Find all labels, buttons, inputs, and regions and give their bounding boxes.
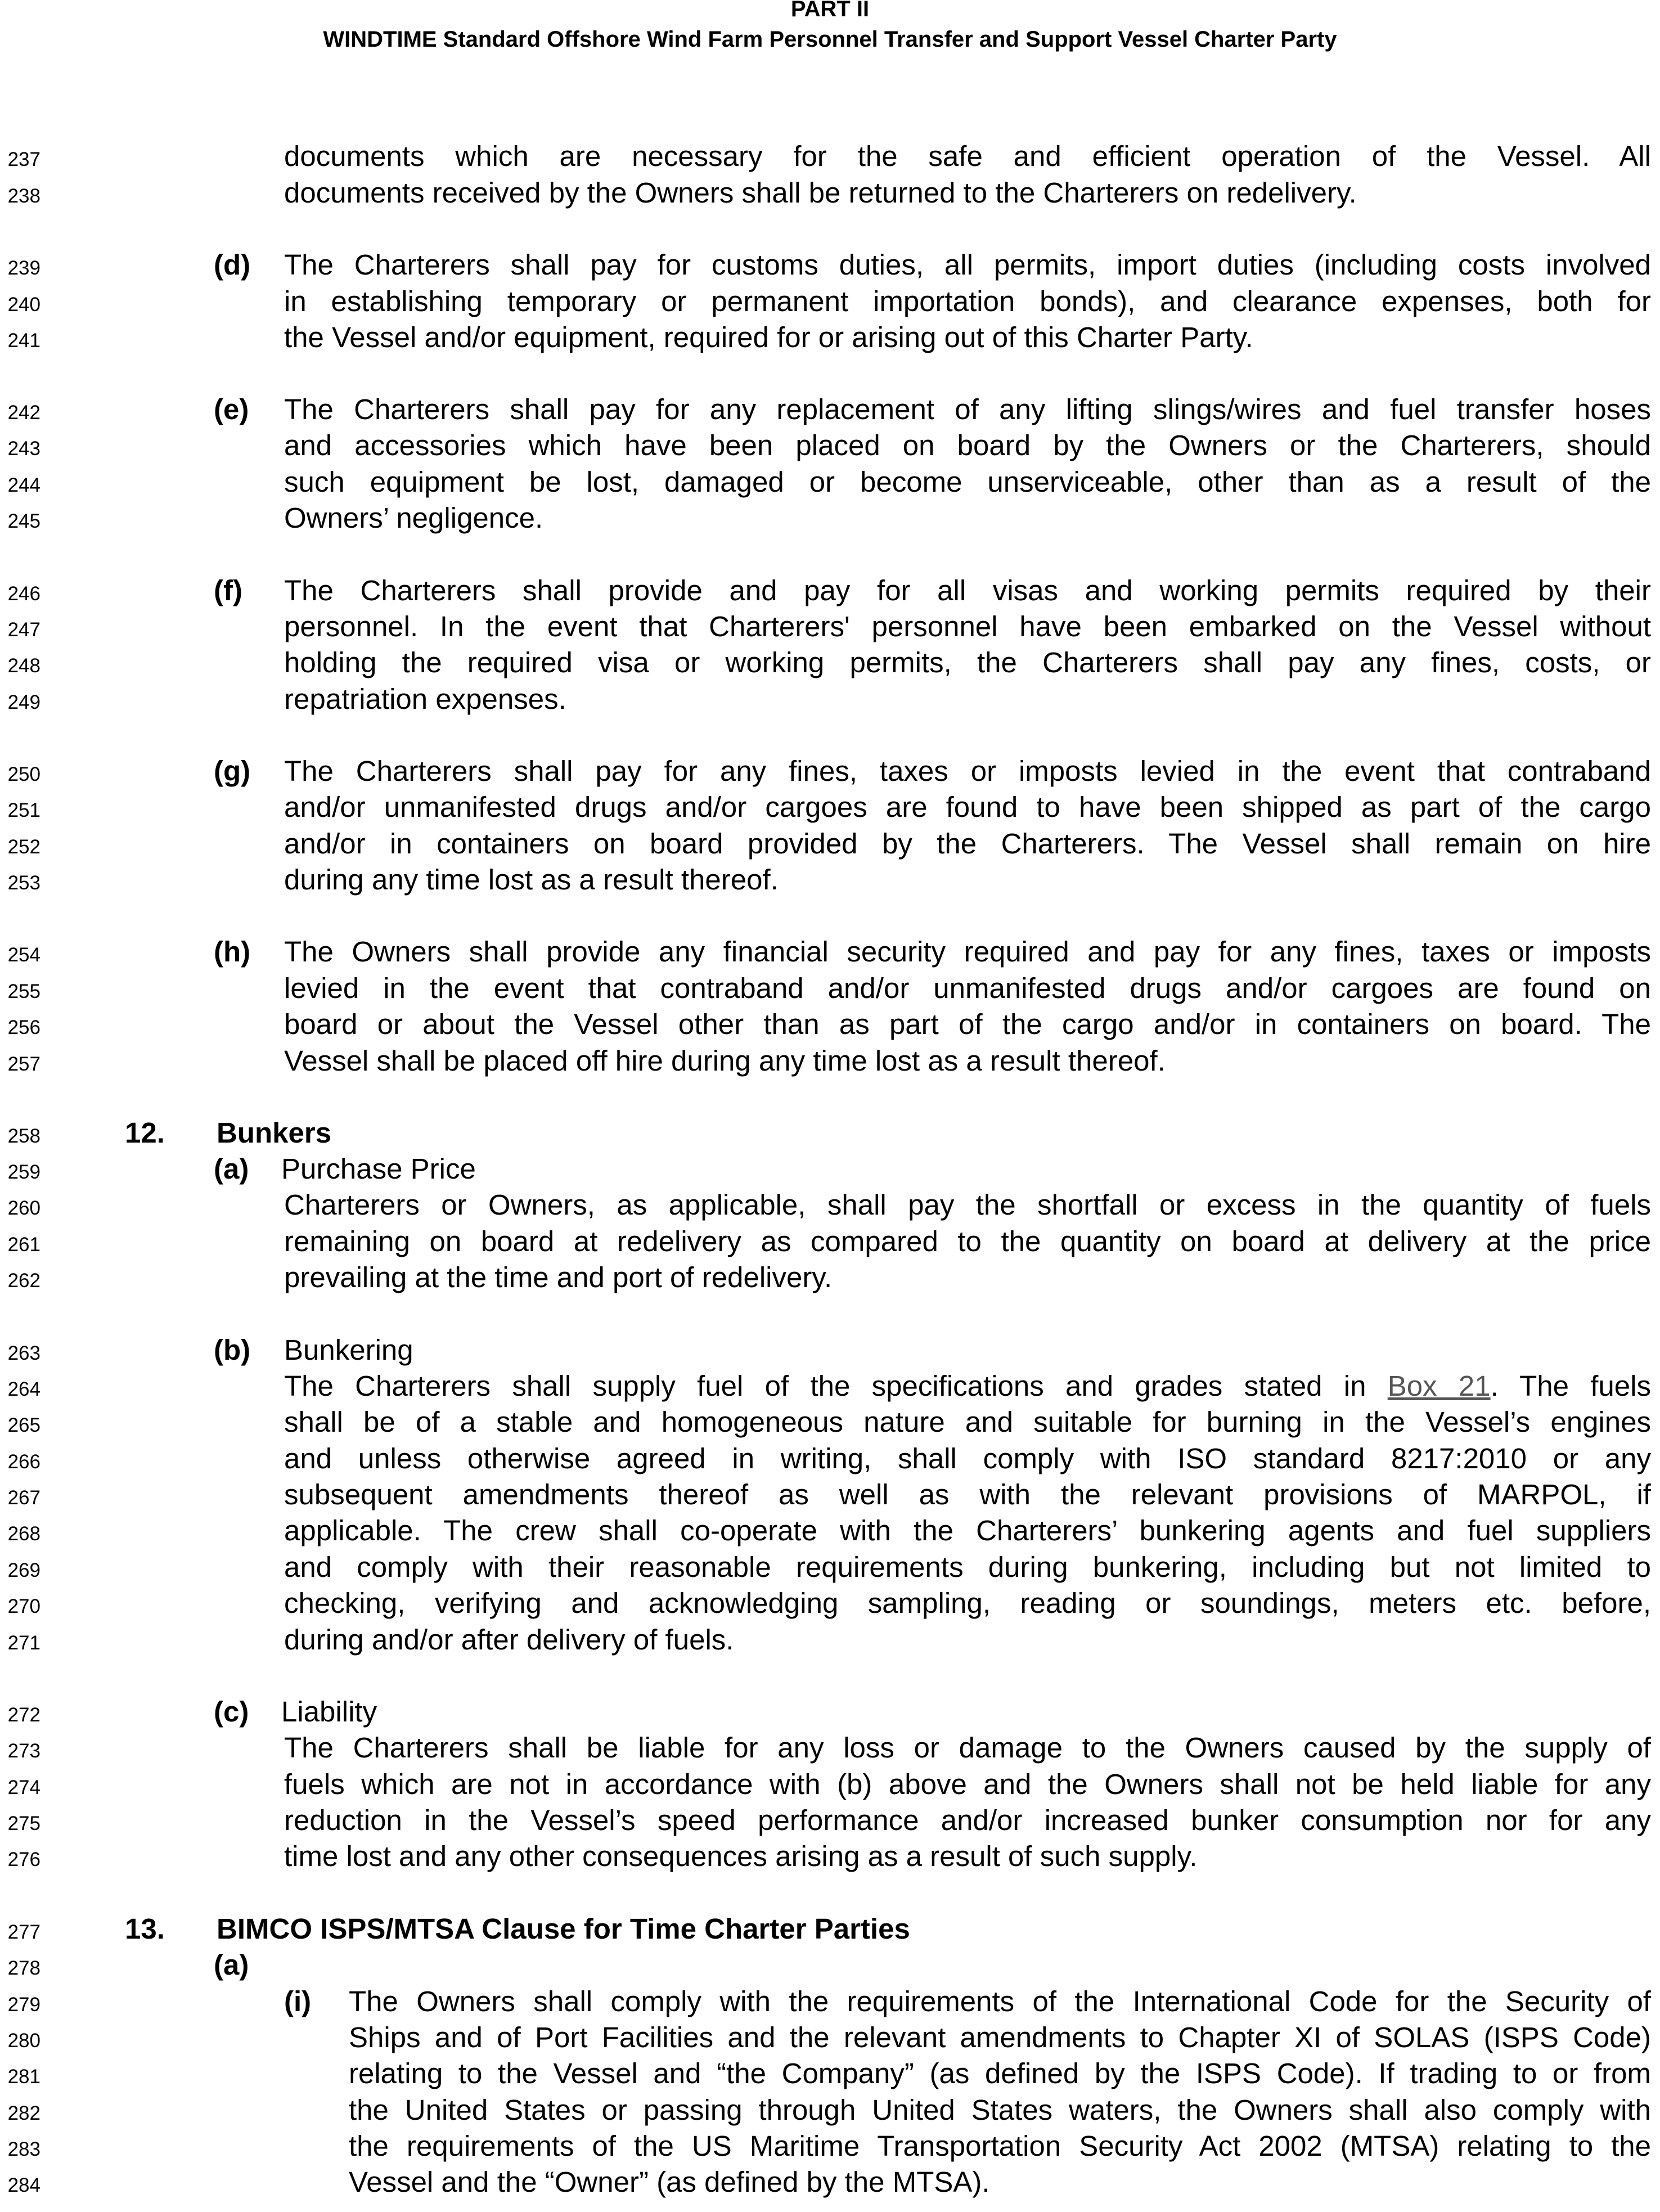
line-number: 279: [7, 1994, 41, 2016]
clause-text: the United States or passing through United States waters, the Owners shall also comply with: [349, 2094, 1651, 2126]
line-number: 272: [7, 1704, 41, 1726]
document-line: [0, 1695, 1660, 1732]
clause-label: (g): [214, 755, 251, 787]
clause-text: such equipment be lost, damaged or become unserviceable, other than as a result of the: [284, 466, 1651, 498]
document-line: [0, 1044, 1660, 1081]
clause-text: and unless otherwise agreed in writing, shall comply with ISO standard 8217:2010 or any: [284, 1442, 1651, 1474]
clause-text: fuels which are not in accordance with (b) above and the Owners shall not be held liable for any: [284, 1768, 1651, 1800]
line-number: 263: [7, 1342, 41, 1364]
document-line: [0, 1948, 1660, 1985]
clause-text: Liability: [281, 1696, 377, 1728]
document-line: [0, 1405, 1660, 1442]
clause-text: and/or unmanifested drugs and/or cargoes are found to have been shipped as part of the cargo: [284, 791, 1651, 823]
clause-text: and accessories which have been placed on board by the Owners or the Charterers, should: [284, 429, 1651, 461]
clause-text: checking, verifying and acknowledging sampling, reading or soundings, meters etc. before,: [284, 1587, 1651, 1619]
document-line: [0, 935, 1660, 972]
line-number: 244: [7, 474, 41, 496]
document-line: [0, 1333, 1660, 1370]
clause-text: remaining on board at redelivery as compared to the quantity on board at delivery at the price: [284, 1225, 1651, 1257]
line-number: 245: [7, 510, 41, 532]
line-number: 254: [7, 944, 41, 966]
line-number: 274: [7, 1777, 41, 1799]
clause-label: (e): [214, 393, 249, 425]
clause-text: shall be of a stable and homogeneous nature and suitable for burning in the Vessel’s engines: [284, 1406, 1651, 1438]
document-line: [0, 1261, 1660, 1297]
clause-text: prevailing at the time and port of redelivery.: [284, 1261, 833, 1293]
clause-text: Vessel and the “Owner” (as defined by the MTSA).: [349, 2166, 990, 2198]
document-line: [0, 248, 1660, 285]
line-number: 262: [7, 1270, 41, 1292]
document-line: [0, 1442, 1660, 1478]
document-line: [0, 285, 1660, 321]
line-number: 284: [7, 2174, 41, 2196]
clause-label: (i): [284, 1985, 312, 2017]
document-line: [0, 972, 1660, 1008]
clause-text: subsequent amendments thereof as well as with the relevant provisions of MARPOL, if: [284, 1478, 1651, 1510]
document-line: [0, 1840, 1660, 1876]
document-line: [0, 827, 1660, 864]
line-number: 243: [7, 438, 41, 460]
line-number: 281: [7, 2066, 41, 2088]
clause-text: the Vessel and/or equipment, required for or arising out of this Charter Party.: [284, 321, 1253, 353]
line-number: 249: [7, 691, 41, 713]
line-number: 280: [7, 2030, 41, 2052]
document-line: [0, 1550, 1660, 1587]
line-number: 283: [7, 2138, 41, 2160]
line-number: 278: [7, 1957, 41, 1979]
clause-text: documents received by the Owners shall be returned to the Charterers on redelivery.: [284, 177, 1357, 209]
line-number: 282: [7, 2102, 41, 2124]
document-line: [0, 1369, 1660, 1406]
document-line: [0, 429, 1660, 465]
line-number: 253: [7, 872, 41, 894]
clause-text: personnel. In the event that Charterers' personnel have been embarked on the Vessel without: [284, 610, 1651, 642]
clause-text: during any time lost as a result thereof.: [284, 864, 779, 896]
document-line: [0, 2129, 1660, 2166]
document-line: [0, 140, 1660, 176]
clause-text: reduction in the Vessel’s speed performance and/or increased bunker consumption nor for any: [284, 1804, 1651, 1836]
line-number: 257: [7, 1053, 41, 1075]
document-line: [0, 610, 1660, 646]
clause-text: The Charterers shall supply fuel of the specifications and grades stated in Box 21. The fuels: [284, 1370, 1651, 1402]
document-line: [0, 1985, 1660, 2021]
clause-text: time lost and any other consequences arising as a result of such supply.: [284, 1840, 1198, 1872]
document-line: [0, 2093, 1660, 2130]
clause-text: levied in the event that contraband and/or unmanifested drugs and/or cargoes are found on: [284, 972, 1651, 1004]
document-line: [0, 321, 1660, 357]
document-line: [0, 1731, 1660, 1768]
clause-text: documents which are necessary for the safe and efficient operation of the Vessel. All: [284, 140, 1651, 172]
line-number: 246: [7, 583, 41, 605]
line-number: 267: [7, 1487, 41, 1509]
line-number: 259: [7, 1161, 41, 1183]
clause-text: and/or in containers on board provided by the Charterers. The Vessel shall remain on hire: [284, 828, 1651, 860]
section-heading: BIMCO ISPS/MTSA Clause for Time Charter Parties: [217, 1913, 910, 1945]
document-line: [0, 1188, 1660, 1225]
document-line: [0, 501, 1660, 538]
document-line: [0, 2165, 1660, 2202]
clause-text: during and/or after delivery of fuels.: [284, 1624, 734, 1656]
clause-text: Owners’ negligence.: [284, 502, 543, 534]
document-line: [0, 2057, 1660, 2093]
document-line: [0, 574, 1660, 610]
document-line: [0, 1478, 1660, 1514]
document-line: [0, 790, 1660, 827]
document-line: [0, 1116, 1660, 1153]
clause-text: Bunkering: [284, 1334, 413, 1366]
clause-text: applicable. The crew shall co-operate with the Charterers’ bunkering agents and fuel suppliers: [284, 1514, 1651, 1546]
line-number: 256: [7, 1017, 41, 1038]
clause-label: (d): [214, 249, 251, 281]
line-number: 264: [7, 1378, 41, 1400]
line-number: 239: [7, 257, 41, 279]
document-line: [0, 1152, 1660, 1189]
document-line: [0, 176, 1660, 213]
part-label: PART II: [790, 0, 870, 21]
line-number: 240: [7, 294, 41, 316]
line-number: 251: [7, 799, 41, 821]
clause-label: (c): [214, 1696, 249, 1728]
line-number: 237: [7, 149, 41, 170]
clause-text: The Charterers shall provide and pay for all visas and working permits required by their: [284, 574, 1651, 606]
document-line: [0, 1912, 1660, 1949]
document-line: [0, 1225, 1660, 1261]
document-line: [0, 2021, 1660, 2057]
line-number: 252: [7, 836, 41, 858]
clause-text: Ships and of Port Facilities and the relevant amendments to Chapter XI of SOLAS (ISPS Code): [349, 2021, 1651, 2053]
document-title: WINDTIME Standard Offshore Wind Farm Personnel Transfer and Support Vessel Charter Party: [323, 27, 1337, 52]
line-number: 258: [7, 1125, 41, 1147]
clause-text: board or about the Vessel other than as part of the cargo and/or in containers on board. The: [284, 1008, 1651, 1040]
line-number: 276: [7, 1849, 41, 1871]
clause-text: holding the required visa or working permits, the Charterers shall pay any fines, costs, or: [284, 646, 1651, 678]
clause-text: The Owners shall provide any financial security required and pay for any fines, taxes or imposts: [284, 936, 1651, 968]
box-reference-link[interactable]: Box 21: [1387, 1370, 1491, 1402]
document-line: [0, 465, 1660, 502]
document-line: [0, 1008, 1660, 1044]
line-number: 271: [7, 1632, 41, 1654]
document-line: [0, 393, 1660, 429]
section-heading: Bunkers: [217, 1117, 332, 1149]
clause-label: (a): [214, 1949, 249, 1981]
line-number: 248: [7, 655, 41, 677]
line-number: 273: [7, 1740, 41, 1762]
clause-text: The Charterers shall be liable for any loss or damage to the Owners caused by the supply of: [284, 1732, 1651, 1764]
line-number: 242: [7, 402, 41, 424]
document-line: [0, 1623, 1660, 1660]
clause-text: The Charterers shall pay for any replacement of any lifting slings/wires and fuel transfer hoses: [284, 393, 1651, 425]
document-line: [0, 754, 1660, 791]
line-number: 261: [7, 1234, 41, 1256]
document-line: [0, 863, 1660, 900]
clause-text: repatriation expenses.: [284, 683, 566, 715]
clause-text: The Charterers shall pay for any fines, taxes or imposts levied in the event that contraband: [284, 755, 1651, 787]
line-number: 275: [7, 1813, 41, 1835]
clause-text: the requirements of the US Maritime Transportation Security Act 2002 (MTSA) relating to the: [349, 2130, 1651, 2162]
clause-text: in establishing temporary or permanent importation bonds), and clearance expenses, both for: [284, 285, 1651, 317]
clause-label: (f): [214, 574, 242, 606]
line-number: 265: [7, 1414, 41, 1436]
line-number: 250: [7, 763, 41, 785]
line-number: 268: [7, 1523, 41, 1545]
clause-text: Charterers or Owners, as applicable, shall pay the shortfall or excess in the quantity of fuels: [284, 1189, 1651, 1221]
clause-label: (b): [214, 1334, 251, 1366]
document-line: [0, 1768, 1660, 1804]
document-line: [0, 1514, 1660, 1550]
clause-label: 12.: [125, 1117, 165, 1149]
document-line: [0, 1586, 1660, 1623]
line-number: 277: [7, 1921, 41, 1943]
clause-text: and comply with their reasonable requirements during bunkering, including but not limited to: [284, 1551, 1651, 1583]
document-line: [0, 1804, 1660, 1840]
clause-text: relating to the Vessel and “the Company” (as defined by the ISPS Code). If trading to or from: [349, 2057, 1651, 2089]
clause-label: 13.: [125, 1913, 165, 1945]
clause-text: The Charterers shall pay for customs duties, all permits, import duties (including costs involved: [284, 249, 1651, 281]
line-number: 266: [7, 1451, 41, 1473]
document-line: [0, 682, 1660, 719]
line-number: 247: [7, 619, 41, 641]
line-number: 255: [7, 981, 41, 1002]
clause-text: Purchase Price: [281, 1153, 476, 1185]
line-number: 241: [7, 330, 41, 352]
document-line: [0, 646, 1660, 682]
line-number: 269: [7, 1559, 41, 1581]
line-number: 270: [7, 1595, 41, 1617]
clause-label: (h): [214, 936, 251, 968]
line-number: 260: [7, 1197, 41, 1219]
clause-text: The Owners shall comply with the requirements of the International Code for the Security of: [349, 1985, 1651, 2017]
clause-text: Vessel shall be placed off hire during any time lost as a result thereof.: [284, 1045, 1166, 1077]
line-number: 238: [7, 185, 41, 207]
clause-label: (a): [214, 1153, 249, 1185]
